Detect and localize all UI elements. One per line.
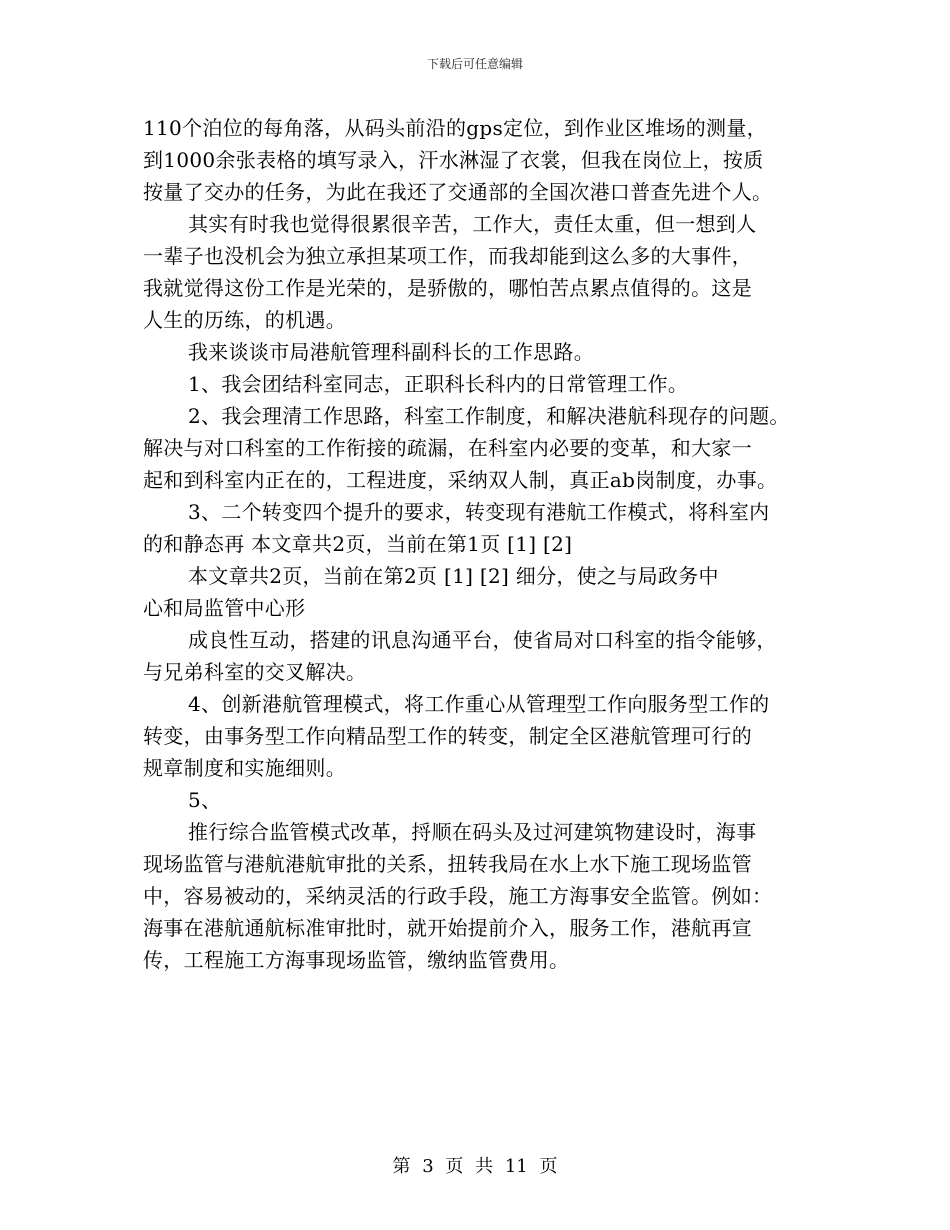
text-line: 的和静态再 本文章共2页，当前在第1页 [1] [2]: [143, 532, 573, 556]
text-line: 4、创新港航管理模式，将工作重心从管理型工作向服务型工作的: [188, 692, 770, 716]
text-line: 110个泊位的每角落，从码头前沿的gps定位，到作业区堆场的测量，: [143, 116, 767, 140]
text-line: 现场监管与港航港航审批的关系，扭转我局在水上水下施工现场监管: [143, 852, 752, 876]
text-line: 成良性互动，搭建的讯息沟通平台，使省局对口科室的指令能够，: [188, 628, 777, 652]
text-line: 推行综合监管模式改革，捋顺在码头及过河建筑物建设时，海事: [188, 820, 757, 844]
text-line: 2、我会理清工作思路，科室工作制度，和解决港航科现存的问题。: [188, 404, 790, 428]
text-line: 规章制度和实施细则。: [143, 756, 346, 780]
page-header: 下载后可任意编辑: [426, 57, 523, 71]
text-line: 转变，由事务型工作向精品型工作的转变，制定全区港航管理可行的: [143, 724, 752, 748]
text-line: 到1000余张表格的填写录入，汗水淋湿了衣裳，但我在岗位上，按质: [143, 148, 764, 172]
text-line: 起和到科室内正在的，工程进度，采纳双人制，真正ab岗制度，办事。: [143, 468, 778, 492]
text-line: 一辈子也没机会为独立承担某项工作，而我却能到这么多的大事件，: [143, 244, 752, 268]
document-body: [143, 112, 843, 976]
text-line: 本文章共2页，当前在第2页 [1] [2] 细分，使之与局政务中: [188, 564, 719, 588]
text-line: 其实有时我也觉得很累很辛苦，工作大，责任太重，但一想到人: [188, 212, 757, 236]
text-line: 中，容易被动的，采纳灵活的行政手段，施工方海事安全监管。例如：: [143, 884, 773, 908]
text-line: 我来谈谈市局港航管理科副科长的工作思路。: [188, 340, 594, 364]
text-line: 海事在港航通航标准审批时，就开始提前介入，服务工作，港航再宣: [143, 916, 752, 940]
text-line: 5、: [188, 788, 222, 812]
text-line: 与兄弟科室的交叉解决。: [143, 660, 367, 684]
page-footer: 第 3 页 共 11 页: [392, 1156, 558, 1177]
text-line: 我就觉得这份工作是光荣的，是骄傲的，哪怕苦点累点值得的。这是: [143, 276, 752, 300]
text-line: 人生的历练，的机遇。: [143, 308, 346, 332]
text-line: 心和局监管中心形: [143, 596, 306, 620]
text-line: 解决与对口科室的工作衔接的疏漏，在科室内必要的变革，和大家一: [143, 436, 752, 460]
text-line: 3、二个转变四个提升的要求，转变现有港航工作模式，将科室内: [188, 500, 770, 524]
text-line: 传，工程施工方海事现场监管，缴纳监管费用。: [143, 948, 570, 972]
text-line: 按量了交办的任务，为此在我还了交通部的全国次港口普查先进个人。: [143, 180, 773, 204]
text-line: 1、我会团结科室同志，正职科长科内的日常管理工作。: [188, 372, 689, 396]
